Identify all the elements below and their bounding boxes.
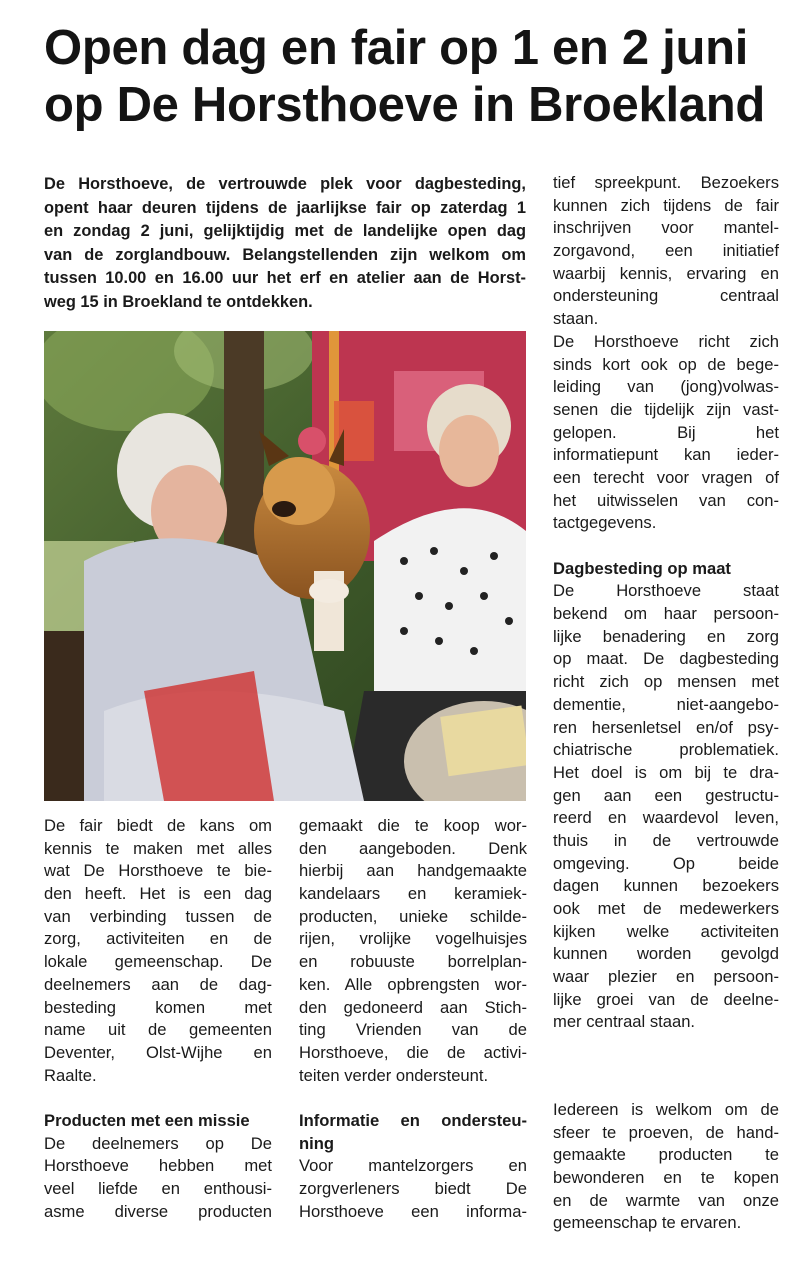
body-line: kijken welke activiteiten	[553, 921, 779, 941]
lead-line: en zondag 2 juni, gelijktijdig met de landelijke open dag	[44, 222, 526, 240]
body-line: waarbij kennis, ervaring en	[553, 263, 779, 283]
body-line: ken. Alle opbrengsten wor-	[299, 974, 527, 994]
column-1	[44, 815, 272, 1223]
headline	[44, 20, 784, 134]
body-line: den heeft. Het is een dag	[44, 884, 272, 904]
column-3-closing	[553, 1099, 779, 1235]
body-line: Horsthoeve, die de activi-	[299, 1042, 527, 1062]
body-line: deelnemers aan de dag-	[44, 974, 272, 994]
body-line: tief spreekpunt. Bezoekers	[553, 173, 779, 192]
body-line: ook met de medewerkers	[553, 899, 779, 918]
headline-line-1: Open dag en fair op 1 en 2 juni	[44, 21, 749, 75]
body-line: Horsthoeve een informa-	[299, 1201, 527, 1221]
body-line: wat De Horsthoeve te bie-	[44, 861, 272, 881]
body-line: zorg, activiteiten en de	[44, 929, 272, 949]
column-2	[299, 815, 527, 1223]
subheading-informatie-cont: ning	[299, 1133, 335, 1153]
body-line: gemeenschap te ervaren.	[553, 1213, 742, 1233]
body-line: kandelaars en keramiek-	[299, 884, 527, 904]
body-line: gemaakt die te koop wor-	[299, 816, 527, 835]
body-line: informatiepunt kan ieder-	[553, 445, 779, 465]
article-photo	[44, 331, 526, 801]
lead-line: opent haar deuren tijdens de jaarlijkse fair op zaterdag 1	[44, 198, 526, 217]
body-line: den gedoneerd aan Stich-	[299, 997, 527, 1017]
body-line: senen die tijdelijk zijn vast-	[553, 399, 779, 419]
body-line: Raalte.	[44, 1065, 97, 1085]
body-line: teiten verder ondersteunt.	[299, 1065, 489, 1085]
body-line: Horsthoeve hebben met	[44, 1156, 272, 1176]
body-line: veel liefde en enthousi-	[44, 1179, 272, 1198]
body-line: producten, unieke schilde-	[299, 906, 527, 926]
body-line: Het doel is om bij te dra-	[553, 762, 779, 782]
body-line: De deelnemers op De	[44, 1133, 272, 1153]
body-line: Iedereen is welkom om de	[553, 1100, 779, 1119]
lead-line: De Horsthoeve, de vertrouwde plek voor dagbesteding,	[44, 175, 526, 193]
body-line: waar plezier en persoon-	[553, 967, 779, 987]
lead-line: van de zorglandbouw. Belangstellenden zijn welkom om	[44, 245, 526, 264]
photo-illustration	[44, 331, 526, 801]
body-line: besteding komen met	[44, 997, 272, 1017]
body-line: het uitwisselen van con-	[553, 490, 779, 510]
body-line: inschrijven voor mantel-	[553, 218, 779, 238]
body-line: dagen kunnen bezoekers	[553, 876, 779, 896]
body-line: kunnen worden gevolgd	[553, 944, 779, 964]
body-line: op maat. De dagbesteding	[553, 649, 779, 669]
body-line: leiding van (jong)volwas-	[553, 377, 779, 397]
body-line: kunnen zich tijdens de fair	[553, 195, 779, 215]
headline-line-2: op De Horsthoeve in Broekland	[44, 78, 765, 132]
body-line: gelopen. Bij het	[553, 422, 779, 442]
body-line: lijke benadering en zorg	[553, 626, 779, 646]
body-line: staan.	[553, 309, 599, 329]
body-line: asme diverse producten	[44, 1201, 272, 1221]
body-line: name uit de gemeenten	[44, 1020, 272, 1040]
body-line: hierbij aan handgemaakte	[299, 861, 527, 881]
subheading-producten: Producten met een missie	[44, 1110, 250, 1130]
body-line: sinds kort ook op de bege-	[553, 354, 779, 374]
body-line: dementie, niet-aangebo-	[553, 694, 779, 714]
body-line: kennis te maken met alles	[44, 838, 272, 858]
body-line: tactgegevens.	[553, 513, 657, 533]
body-line: rijen, vrolijke vogelhuisjes	[299, 929, 527, 949]
body-line: gen aan een gestructu-	[553, 785, 779, 805]
body-line: bekend om haar persoon-	[553, 604, 779, 624]
body-line: De Horsthoeve staat	[553, 581, 779, 601]
body-line: zorgavond, een initiatief	[553, 241, 779, 261]
body-line: lokale gemeenschap. De	[44, 952, 272, 972]
body-line: De fair biedt de kans om	[44, 816, 272, 835]
body-line: ren hersenletsel en/of psy-	[553, 717, 779, 737]
body-line: van verbinding tussen de	[44, 906, 272, 926]
body-line: reerd en waardevol leven,	[553, 808, 779, 828]
body-line: richt zich op mensen met	[553, 672, 779, 692]
body-line: lijke groei van de deelne-	[553, 989, 779, 1009]
lead-line: weg 15 in Broekland te ontdekken.	[44, 292, 313, 311]
body-line: den aangeboden. Denk	[299, 838, 527, 858]
body-line: De Horsthoeve richt zich	[553, 331, 779, 351]
lead-line: tussen 10.00 en 16.00 uur het erf en atelier aan de Horst-	[44, 269, 526, 287]
body-line: en de warmte van onze	[553, 1190, 779, 1210]
lead-paragraph	[44, 173, 526, 314]
body-line: gemaakte producten te	[553, 1145, 779, 1165]
body-line: mer centraal staan.	[553, 1012, 696, 1032]
subheading-dagbesteding: Dagbesteding op maat	[553, 558, 731, 578]
body-line: chiatrische problematiek.	[553, 740, 779, 760]
body-line: bewonderen en te kopen	[553, 1168, 779, 1188]
body-line: sfeer te proeven, de hand-	[553, 1122, 779, 1142]
body-line: ondersteuning centraal	[553, 286, 779, 306]
body-line: omgeving. Op beide	[553, 853, 779, 873]
body-line: Voor mantelzorgers en	[299, 1156, 527, 1176]
subheading-informatie: Informatie en ondersteu-	[299, 1110, 527, 1130]
body-line: en robuuste borrelplan-	[299, 952, 527, 972]
body-line: ting Vrienden van de	[299, 1020, 527, 1040]
body-line: thuis in de vertrouwde	[553, 830, 779, 850]
column-3	[553, 172, 779, 1034]
body-line: zorgverleners biedt De	[299, 1179, 527, 1198]
body-line: Deventer, Olst-Wijhe en	[44, 1042, 272, 1062]
body-line: een terecht voor vragen of	[553, 467, 779, 487]
